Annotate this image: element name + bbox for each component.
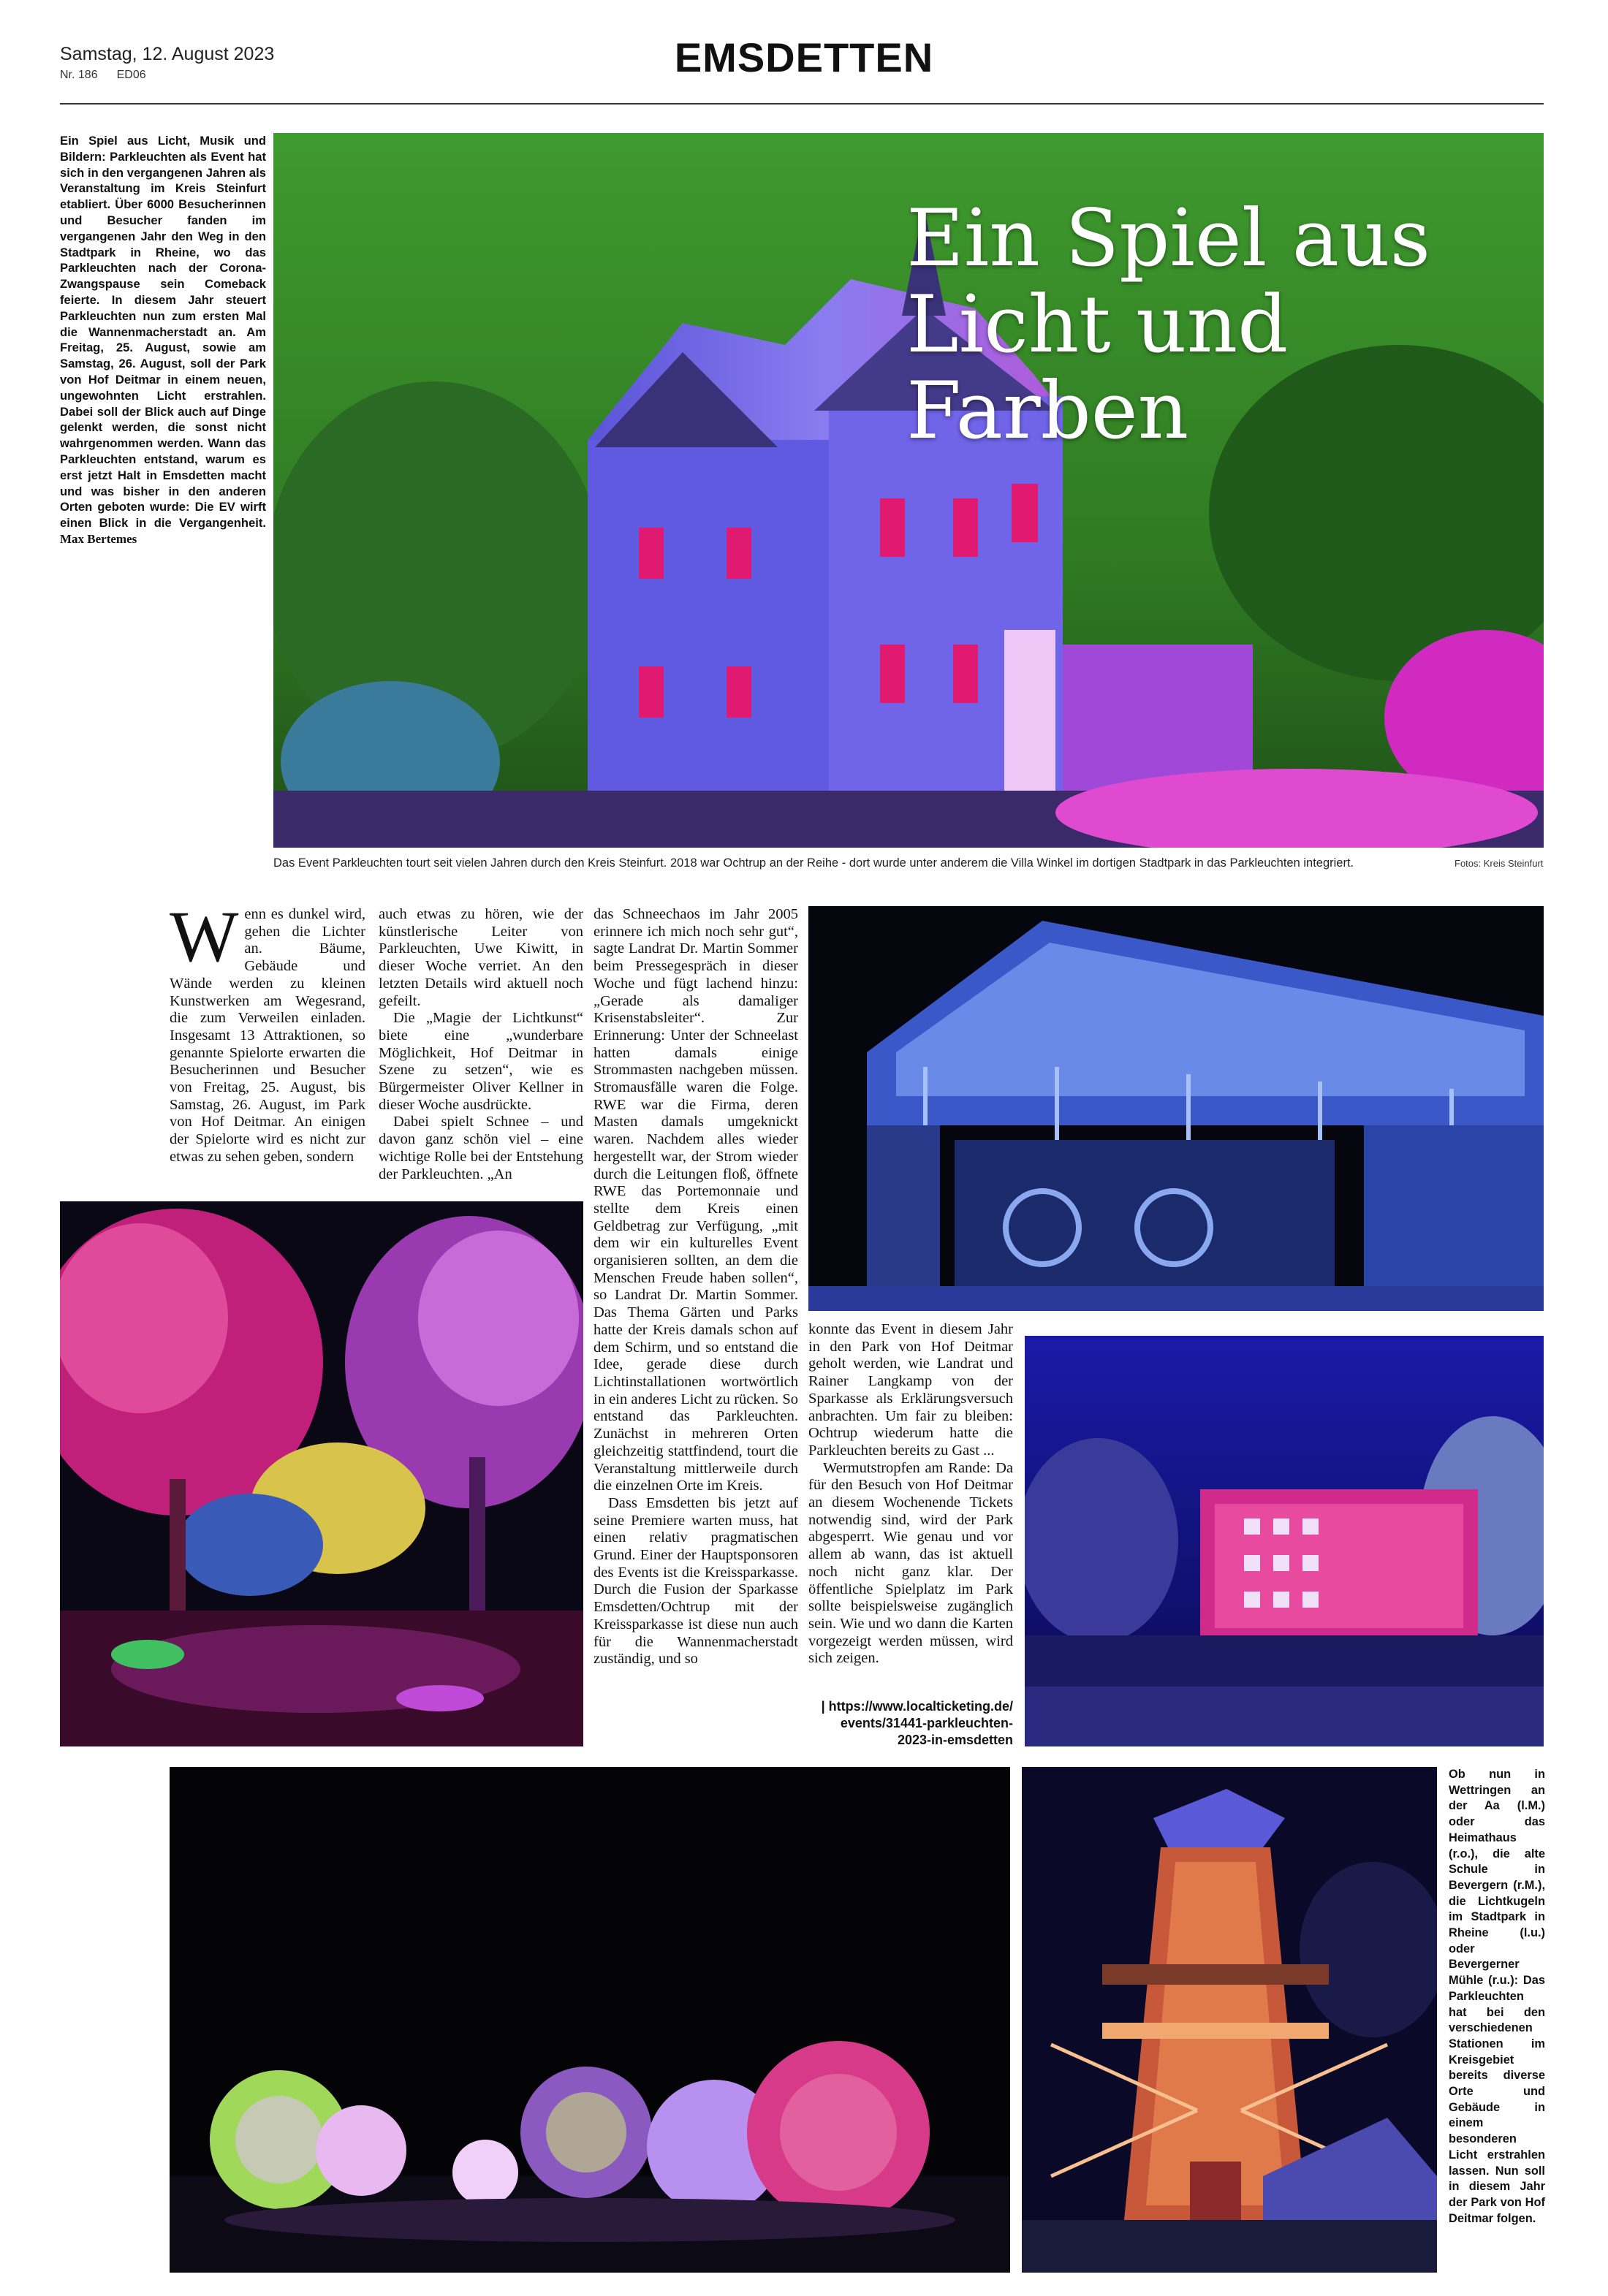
ticket-link[interactable] [808, 1698, 1013, 1749]
article-paragraph: Wermutstropfen am Rande: Da für den Besuch von Hof Deitmar an diesem Wochenende Tickets notwendig sind, wird der Park abgesperrt. Wie genau und vor allem ab wann, das ist aktuell noch nicht ganz klar. Der öffentliche Spielplatz im Park sollte beispielsweise zugänglich sein. Wie und wo dann die Karten vorgezeigt werden müssen, wird sich zeigen. [808, 1459, 1013, 1667]
section-title: EMSDETTEN [674, 34, 934, 80]
photo-caption: Das Event Parkleuchten tourt seit vielen Jahren durch den Kreis Steinfurt. 2018 war Ochtrup an der Reihe - dort wurde unter anderem die Villa Winkel im dortigen Stadtpark in das Parkleuchten integriert. [273, 856, 1354, 870]
headline [906, 193, 1542, 457]
article-paragraph: konnte das Event in diesem Jahr in den Park von Hof Deitmar geholt werden, wie Landrat und Rainer Langkamp von der Sparkasse als Erklärungsversuch anbrachten. Um fair zu bleiben: Ochtrup wiederum hatte die Parkleuchten bereits zu Gast ... [808, 1321, 1013, 1459]
issue-number: Nr. 186 [60, 69, 98, 81]
article-paragraph: Die „Magie der Lichtkunst“ biete eine „wunderbare Möglichkeit, Hof Deitmar in Szene zu setzen“, wie es Bürgermeister Oliver Kellner in dieser Woche ausdrückte. [379, 1010, 583, 1113]
side-caption: Ob nun in Wettringen an der Aa (l.M.) oder das Heimathaus (r.o.), die alte Schule in Bevergern (r.M.), die Lichtkugeln im Stadtpark in Rheine (l.u.) oder Bevergerner Mühle (r.u.): Das Parkleuchten hat bei den verschiedenen Stationen im Kreisgebiet bereits diverse Orte und Gebäude in einem besonderen Licht erstrahlen lassen. Nun soll in diesem Jahr der Park von Hof Deitmar folgen. [1449, 1768, 1545, 2225]
header-rule [60, 103, 1544, 104]
article-column-2 [379, 906, 583, 1183]
dropcap: W [170, 896, 239, 977]
photo-alte-schule [1025, 1336, 1544, 1746]
intro-author: Max Bertemes [60, 531, 137, 546]
article-paragraph: Dass Emsdetten bis jetzt auf seine Premiere warten muss, hat einen relativ pragmatischen Grund. Einer der Hauptsponsoren des Events ist die Kreissparkasse. Durch die Fusion der Sparkasse Emsdetten/Ochtrup mit der Kreissparkasse ist diese nun auch für die Wannenmacherstadt zuständig, und so [593, 1494, 798, 1668]
ticket-link-line: | https://www.localticketing.de/ [821, 1699, 1013, 1714]
photo-credit: Fotos: Kreis Steinfurt [1455, 858, 1544, 869]
photo-bevergerner-muehle [1022, 1767, 1437, 2273]
edition-code: ED06 [116, 69, 146, 81]
article-paragraph: das Schneechaos im Jahr 2005 erinnere ich mich noch sehr gut“, sagte Landrat Dr. Martin Sommer beim Pressegespräch in dieser Woche und fügt lachend hinzu: „Gerade als damaliger Krisenstabsleiter“. Zur Erinnerung: Unter der Schneelast hatten damals einige Strommasten nachgeben müssen. Stromausfälle waren die Folge. RWE war die Firma, deren Masten damals umgeknickt waren. Nachdem alles wieder hergestellt war, der Strom wieder durch die Leitungen floß, öffnete RWE das Portemonnaie und stellte dem Kreis einen Geldbetrag zur Verfügung, „mit dem wir ein kulturelles Event organisieren sollten, an dem die Menschen Freude haben sollen“, so Landrat Dr. Martin Sommer. Das Thema Gärten und Parks hatte der Kreis damals schon auf dem Schirm, und so entstand die Idee, gerade diese durch Lichtinstallationen wortwörtlich in ein anderes Licht zu rücken. So entstand das Parkleuchten. Zunächst in mehreren Orten gleichzeitig stattfindend, tourt die Veranstaltung mittlerweile durch die einzelnen Orte im Kreis. [593, 906, 798, 1494]
photo-lichtkugeln-rheine [170, 1767, 1010, 2273]
photo-heimathaus [808, 906, 1544, 1311]
headline-line-2: Licht und Farben [906, 279, 1289, 457]
article-column-1 [170, 896, 365, 1166]
photo-trees-wettringen [60, 1201, 583, 1746]
issue-date: Samstag, 12. August 2023 [60, 44, 275, 64]
article-column-4 [808, 1321, 1013, 1668]
intro-body: Ein Spiel aus Licht, Musik und Bildern: Parkleuchten als Event hat sich in den vergangenen Jahren als Veranstaltung im Kreis Steinfurt etabliert. Über 6000 Besucherinnen und Besucher fanden im vergangenen Jahr den Weg in den Stadtpark in Rheine, wo das Parkleuchten nach der Corona-Zwangspause sein Comeback feierte. In diesem Jahr steuert Parkleuchten nun zum ersten Mal die Wannenmacherstadt an. Am Freitag, 25. August, sowie am Samstag, 26. August, soll der Park von Hof Deitmar in einem neuen, ungewohnten Licht erstrahlen. Dabei soll der Blick auch auf Dinge gelenkt werden, die sonst nicht wahrgenommen werden. Wann das Parkleuchten entstand, warum es erst jetzt Halt in Emsdetten macht und was bisher in den anderen Orten geboten wurde: Die EV wirft einen Blick in die Vergangenheit. [60, 134, 266, 531]
article-column-3 [593, 906, 798, 1668]
headline-line-1: Ein Spiel aus [906, 193, 1431, 284]
ticket-link-line: 2023-in-emsdetten [897, 1733, 1013, 1747]
intro-text [60, 133, 266, 547]
article-paragraph: auch etwas zu hören, wie der künstlerische Leiter von Parkleuchten, Uwe Kiwitt, in dieser Woche verriet. An den letzten Details wird aktuell noch gefeilt. [379, 906, 583, 1009]
article-paragraph: Dabei spielt Schnee – und davon ganz schön viel – eine wichtige Rolle bei der Entstehung der Parkleuchten. „An [379, 1114, 583, 1182]
ticket-link-line: events/31441-parkleuchten- [840, 1716, 1013, 1730]
article-col1-text: enn es dunkel wird, gehen die Lichter an. Bäume, Gebäude und Wände werden zu kleinen Kunstwerken am Wegesrand, die zum Verweilen einladen. Insgesamt 13 Attraktionen, so genannte Spielorte erwarten die Besucherinnen und Besucher von Freitag, 25. August, bis Samstag, 26. August, im Park von Hof Deitmar. An einigen der Spielorte wird es nicht zur etwas zu sehen geben, sondern [170, 906, 365, 1165]
